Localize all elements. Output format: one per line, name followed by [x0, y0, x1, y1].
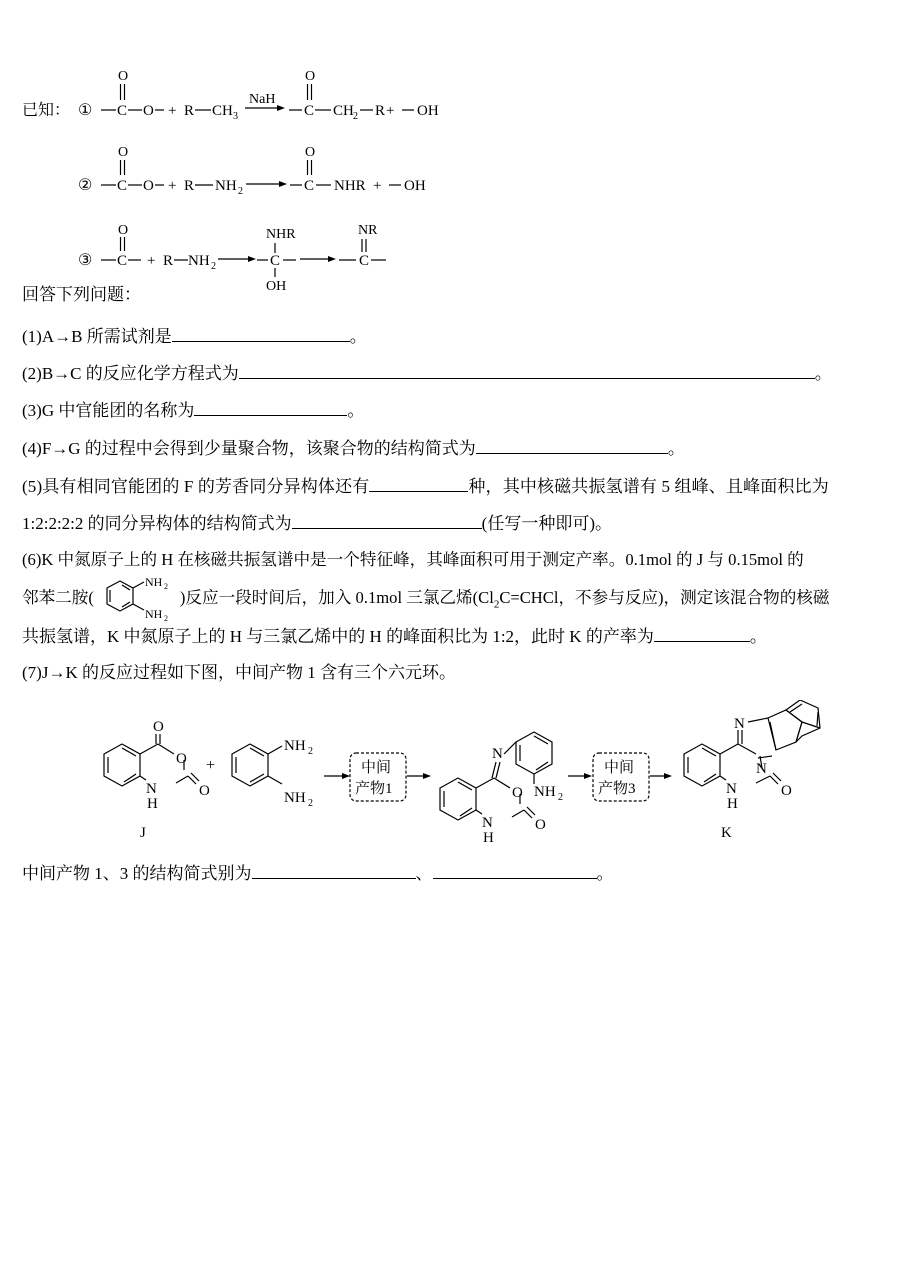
known-reactions-figure — [0, 60, 460, 300]
svg-text:CH: CH — [333, 103, 354, 119]
svg-text:C: C — [117, 103, 128, 119]
compound-diamine — [232, 738, 313, 809]
answer-blank-1[interactable] — [172, 324, 350, 342]
svg-text:C: C — [117, 178, 128, 194]
svg-text:2: 2 — [211, 261, 216, 272]
o-phenylenediamine-inline — [100, 571, 190, 625]
answer-blank-5a[interactable] — [369, 474, 468, 492]
svg-text:2: 2 — [558, 792, 563, 803]
answer-intro: 回答下列问题： — [22, 285, 141, 304]
question-2: (2)B→C 的反应化学方程式为 。 — [22, 361, 832, 385]
svg-text:OH: OH — [266, 279, 287, 294]
compound-J — [104, 719, 210, 841]
question-5-line-1: (5)具有相同官能团的 F 的芳香同分异构体还有 种，其中核磁共振氢谱有 5 组峰、且峰面积比为 — [22, 474, 829, 498]
answer-blank-2[interactable] — [239, 361, 815, 379]
svg-text:R: R — [184, 103, 195, 119]
svg-text:O: O — [305, 145, 316, 160]
svg-text:N: N — [734, 716, 745, 732]
svg-text:O: O — [118, 145, 129, 160]
svg-text:N: N — [492, 746, 503, 762]
question-6-line-2: 邻苯二胺( )反应一段时间后，加入 0.1mol 三氯乙烯($Cl_2C=CHCl$，不参与反应)，测定该混合物的核磁 — [22, 588, 830, 611]
svg-text:O: O — [535, 817, 546, 833]
known-label: 已知： — [22, 102, 71, 119]
svg-text:2: 2 — [164, 582, 168, 591]
svg-text:+: + — [386, 103, 395, 119]
svg-text:CH: CH — [212, 103, 233, 119]
svg-text:NR: NR — [358, 223, 378, 238]
question-3: (3)G 中官能团的名称为 。 — [22, 398, 364, 422]
reaction-2-number: ② — [78, 177, 93, 194]
scheme-plus: + — [206, 757, 216, 774]
answer-blank-intermediate-3[interactable] — [433, 861, 597, 879]
svg-text:O: O — [305, 69, 316, 84]
J-label: J — [140, 825, 146, 841]
svg-text:O: O — [176, 751, 187, 767]
svg-text:O: O — [512, 785, 523, 801]
svg-text:+: + — [168, 178, 177, 194]
intermediate-2 — [440, 732, 563, 846]
j-to-k-scheme — [80, 700, 840, 850]
svg-text:O: O — [118, 223, 129, 238]
svg-text:O: O — [118, 69, 129, 84]
K-label: K — [721, 825, 732, 841]
svg-text:O: O — [143, 178, 154, 194]
svg-text:R: R — [163, 253, 174, 269]
svg-text:O: O — [153, 719, 164, 735]
svg-text:NHR: NHR — [266, 227, 296, 242]
answer-blank-intermediate-1[interactable] — [252, 861, 416, 879]
svg-text:R: R — [375, 103, 386, 119]
svg-text:C: C — [304, 103, 315, 119]
svg-text:2: 2 — [353, 111, 358, 122]
svg-text:2: 2 — [308, 798, 313, 809]
svg-text:2: 2 — [238, 186, 243, 197]
svg-text:NH: NH — [188, 253, 210, 269]
svg-text:C: C — [359, 253, 370, 269]
svg-text:NH: NH — [145, 575, 163, 589]
svg-text:+: + — [168, 103, 177, 119]
question-1: (1)A→B 所需试剂是 。 — [22, 324, 367, 348]
final-question: 中间产物 1、3 的结构简式别为 、 。 — [22, 861, 614, 885]
svg-text:N: N — [726, 781, 737, 797]
question-4: (4)F→G 的过程中会得到少量聚合物，该聚合物的结构简式为 。 — [22, 436, 685, 460]
answer-blank-4[interactable] — [476, 436, 668, 454]
svg-text:NaH: NaH — [249, 92, 276, 107]
answer-blank-6[interactable] — [654, 624, 750, 642]
svg-text:H: H — [483, 830, 494, 846]
svg-text:N: N — [756, 761, 767, 777]
answer-blank-5b[interactable] — [292, 511, 482, 529]
svg-text:N: N — [482, 815, 493, 831]
svg-text:R: R — [184, 178, 195, 194]
reaction-2 — [78, 145, 426, 197]
svg-text:C: C — [117, 253, 128, 269]
svg-text:O: O — [781, 783, 792, 799]
question-6-line-3: 共振氢谱，K 中氮原子上的 H 与三氯乙烯中的 H 的峰面积比为 1:2，此时 K 的产率为 。 — [22, 624, 767, 648]
svg-text:OH: OH — [404, 178, 426, 194]
svg-text:+: + — [147, 253, 156, 269]
svg-text:+: + — [373, 178, 382, 194]
question-6-line-1: (6)K 中氮原子上的 H 在核磁共振氢谱中是一个特征峰，其峰面积可用于测定产率。0.1mol 的 J 与 0.15mol 的 — [22, 550, 804, 569]
svg-text:中间: 中间 — [361, 760, 392, 776]
question-5-line-2: 1:2:2:2:2 的同分异构体的结构简式为 (任写一种即可)。 — [22, 511, 612, 535]
question-7: (7)J→K 的反应过程如下图，中间产物 1 含有三个六元环。 — [22, 663, 456, 682]
reaction-1 — [78, 69, 439, 122]
svg-text:O: O — [143, 103, 154, 119]
svg-text:3: 3 — [233, 111, 238, 122]
svg-text:NH: NH — [145, 607, 163, 621]
svg-text:C: C — [304, 178, 315, 194]
svg-text:2: 2 — [308, 746, 313, 757]
svg-text:N: N — [146, 781, 157, 797]
svg-text:NHR: NHR — [334, 178, 366, 194]
svg-text:NH: NH — [284, 738, 306, 754]
svg-text:产物1: 产物1 — [355, 781, 393, 797]
svg-text:NH: NH — [534, 784, 556, 800]
answer-blank-3[interactable] — [194, 398, 347, 416]
compound-K — [684, 700, 820, 841]
svg-text:NH: NH — [284, 790, 306, 806]
reaction-1-number: ① — [78, 102, 93, 119]
svg-text:OH: OH — [417, 103, 439, 119]
svg-text:中间: 中间 — [604, 760, 635, 776]
svg-text:O: O — [199, 783, 210, 799]
svg-text:H: H — [147, 796, 158, 812]
svg-text:C: C — [270, 253, 281, 269]
reaction-3-number: ③ — [78, 252, 93, 269]
svg-text:H: H — [727, 796, 738, 812]
svg-text:NH: NH — [215, 178, 237, 194]
svg-text:2: 2 — [164, 614, 168, 623]
svg-text:产物3: 产物3 — [598, 781, 636, 797]
